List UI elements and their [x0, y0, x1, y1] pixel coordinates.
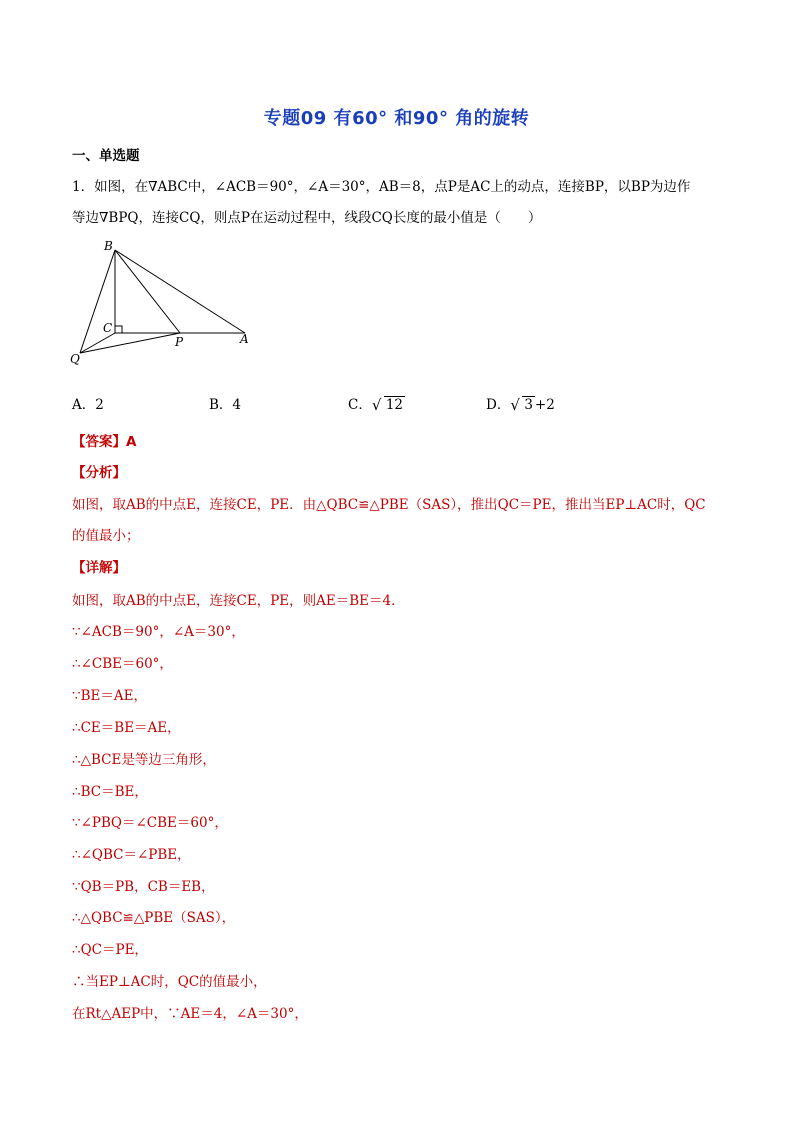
- detail-line: ∵QB＝PB，CB＝EB，: [72, 879, 215, 895]
- segment-BA: [115, 250, 245, 333]
- option-d-radicand: 3: [524, 397, 533, 413]
- option-d-suffix: +2: [534, 397, 555, 413]
- detail-line: ∴QC＝PE，: [72, 942, 148, 958]
- right-angle-mark: [115, 326, 122, 333]
- detail-line: ∴∠CBE＝60°，: [72, 656, 173, 672]
- option-d-prefix: D．: [486, 397, 511, 413]
- label-P: P: [175, 335, 184, 349]
- analysis-label: 【分析】: [72, 465, 126, 481]
- detail-line: ∴∠QBC＝∠PBE，: [72, 847, 191, 863]
- detail-line: 在Rt△AEP中，∵AE＝4，∠A＝30°，: [72, 1006, 308, 1022]
- sqrt-symbol: √ 3: [510, 396, 533, 414]
- question-text-line-2: 等边∇BPQ，连接CQ，则点P在运动过程中，线段CQ长度的最小值是（ ）: [72, 210, 542, 226]
- detail-line: ∵∠ACB＝90°，∠A＝30°，: [72, 624, 245, 640]
- option-d: [486, 393, 555, 413]
- segment-BP: [115, 250, 180, 333]
- option-c: [348, 393, 405, 413]
- analysis-line: 如图，取AB的中点E，连接CE，PE．由△QBC≌△PBE（SAS），推出QC＝PE，推出当EP⊥AC时，QC: [72, 497, 706, 513]
- geometry-figure: [62, 236, 262, 371]
- detail-line: ∴CE＝BE＝AE，: [72, 720, 181, 736]
- question-text-line-1: 1．如图，在∇ABC中，∠ACB＝90°，∠A＝30°，AB＝8，点P是AC上的动点，连接BP，以BP为边作: [72, 179, 691, 195]
- detail-line: ∴△QBC≌△PBE（SAS），: [72, 910, 236, 926]
- detail-line: ∵BE＝AE，: [72, 688, 147, 704]
- segment-QP: [80, 333, 180, 353]
- label-B: B: [104, 239, 113, 253]
- label-C: C: [103, 321, 113, 335]
- option-b: B．4: [209, 397, 242, 413]
- detail-label: 【详解】: [72, 560, 126, 576]
- section-heading: 一、单选题: [72, 148, 140, 164]
- detail-line: ∴当EP⊥AC时，QC的值最小，: [72, 974, 267, 990]
- sqrt-symbol: √ 12: [371, 396, 404, 414]
- detail-line: ∴BC＝BE，: [72, 784, 148, 800]
- option-a: A．2: [72, 397, 104, 413]
- segment-BQ: [80, 250, 115, 353]
- answer-label: 【答案】A: [72, 434, 137, 450]
- option-c-prefix: C．: [348, 397, 372, 413]
- page-title: 专题09 有60° 和90° 角的旋转: [263, 108, 530, 129]
- detail-line: 如图，取AB的中点E，连接CE，PE，则AE＝BE＝4．: [72, 593, 405, 609]
- detail-line: ∴△BCE是等边三角形，: [72, 752, 216, 768]
- label-Q: Q: [70, 352, 80, 366]
- label-A: A: [240, 332, 249, 346]
- detail-line: ∵∠PBQ＝∠CBE＝60°，: [72, 815, 228, 831]
- option-c-radicand: 12: [385, 397, 404, 413]
- analysis-line: 的值最小；: [72, 528, 140, 544]
